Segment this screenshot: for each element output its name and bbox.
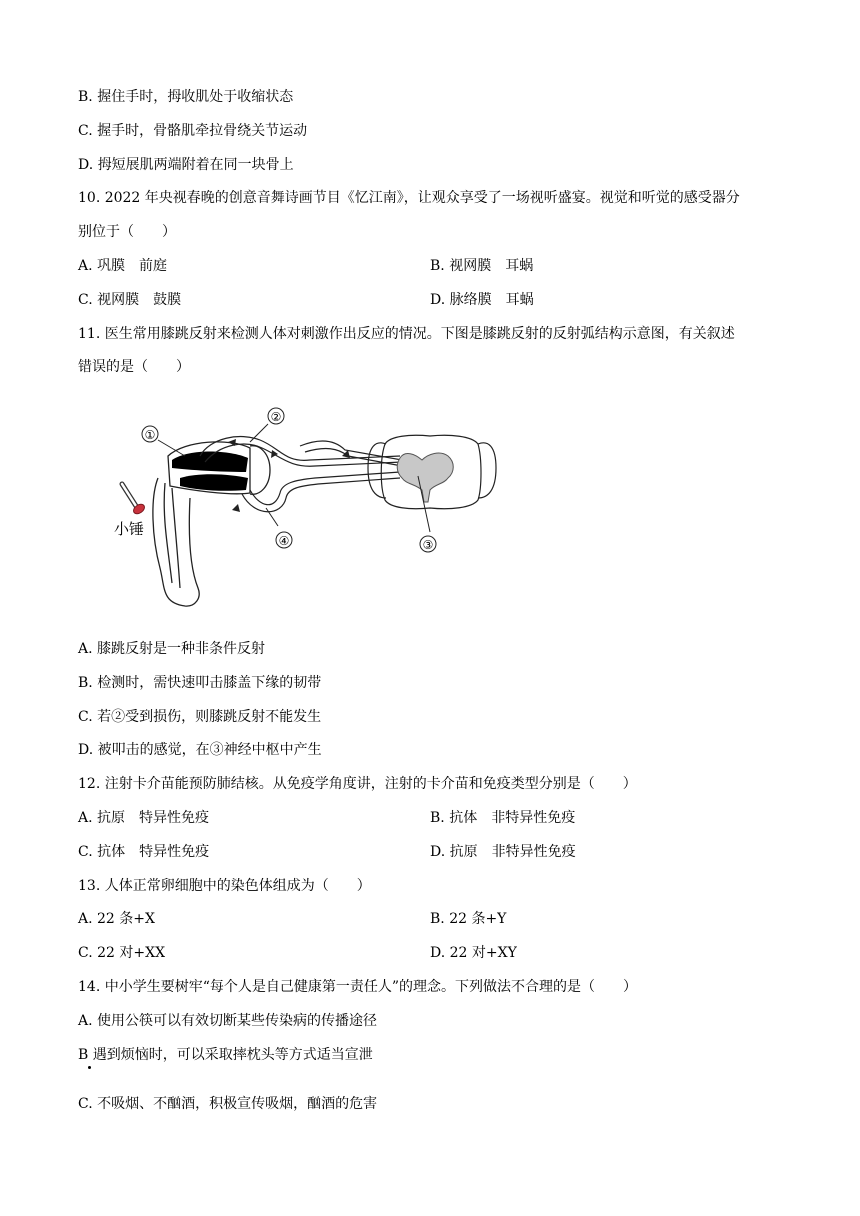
q11-option-d: D. 被叩击的感觉，在③神经中枢中产生 (78, 742, 322, 758)
q12-option-a: A. 抗原 特异性免疫 (78, 810, 210, 826)
q9-option-c: C. 握手时，骨骼肌牵拉骨绕关节运动 (78, 123, 308, 139)
knee-jerk-reflex-figure (110, 398, 502, 620)
q11-stem-line2: 错误的是（ ） (78, 359, 190, 375)
q14-option-a: A. 使用公筷可以有效切断某些传染病的传播途径 (78, 1013, 378, 1029)
q9-option-d: D. 拇短展肌两端附着在同一块骨上 (78, 157, 294, 173)
label-2: ② (270, 410, 282, 424)
q10-option-b: B. 视网膜 耳蜗 (430, 258, 534, 274)
q13-stem: 13. 人体正常卵细胞中的染色体组成为（ ） (78, 878, 371, 894)
label-4: ④ (278, 534, 290, 548)
q12-option-b: B. 抗体 非特异性免疫 (430, 810, 576, 826)
label-1: ① (144, 428, 156, 442)
q14-option-b: B 遇到烦恼时，可以采取摔枕头等方式适当宣泄 (78, 1047, 373, 1063)
q10-option-d: D. 脉络膜 耳蜗 (430, 292, 534, 308)
q10-option-a: A. 巩膜 前庭 (78, 258, 168, 274)
stray-dot (88, 1066, 91, 1069)
q14-option-c: C. 不吸烟、不酗酒，积极宣传吸烟，酗酒的危害 (78, 1096, 378, 1112)
hammer-label: 小锤 (114, 520, 145, 538)
q10-option-c: C. 视网膜 鼓膜 (78, 292, 182, 308)
q13-option-c: C. 22 对+XX (78, 945, 166, 961)
q12-option-c: C. 抗体 特异性免疫 (78, 844, 210, 860)
q11-stem-line1: 11. 医生常用膝跳反射来检测人体对刺激作出反应的情况。下图是膝跳反射的反射弧结构示意图，有关叙述 (78, 326, 735, 342)
quadriceps-muscle-lower (180, 474, 248, 491)
q13-option-a: A. 22 条+X (78, 911, 155, 927)
reflex-hammer (122, 484, 146, 516)
label-3: ③ (422, 538, 434, 552)
q10-stem-line2: 别位于（ ） (78, 224, 176, 240)
q11-option-a: A. 膝跳反射是一种非条件反射 (78, 641, 266, 657)
q13-option-d: D. 22 对+XY (430, 945, 517, 961)
q9-option-b: B. 握住手时，拇收肌处于收缩状态 (78, 89, 294, 105)
q14-stem: 14. 中小学生要树牢“每个人是自己健康第一责任人”的理念。下列做法不合理的是（ ） (78, 979, 638, 995)
q13-option-b: B. 22 条+Y (430, 911, 507, 927)
q12-stem: 12. 注射卡介苗能预防肺结核。从免疫学角度讲，注射的卡介苗和免疫类型分别是（ ） (78, 776, 637, 792)
q11-option-b: B. 检测时，需快速叩击膝盖下缘的韧带 (78, 675, 322, 691)
q10-stem-line1: 10. 2022 年央视春晚的创意音舞诗画节目《忆江南》，让观众享受了一场视听盛宴。视觉和听觉的感受器分 (78, 190, 740, 206)
gray-matter (397, 453, 453, 502)
q12-option-d: D. 抗原 非特异性免疫 (430, 844, 576, 860)
q11-option-c: C. 若②受到损伤，则膝跳反射不能发生 (78, 709, 322, 725)
